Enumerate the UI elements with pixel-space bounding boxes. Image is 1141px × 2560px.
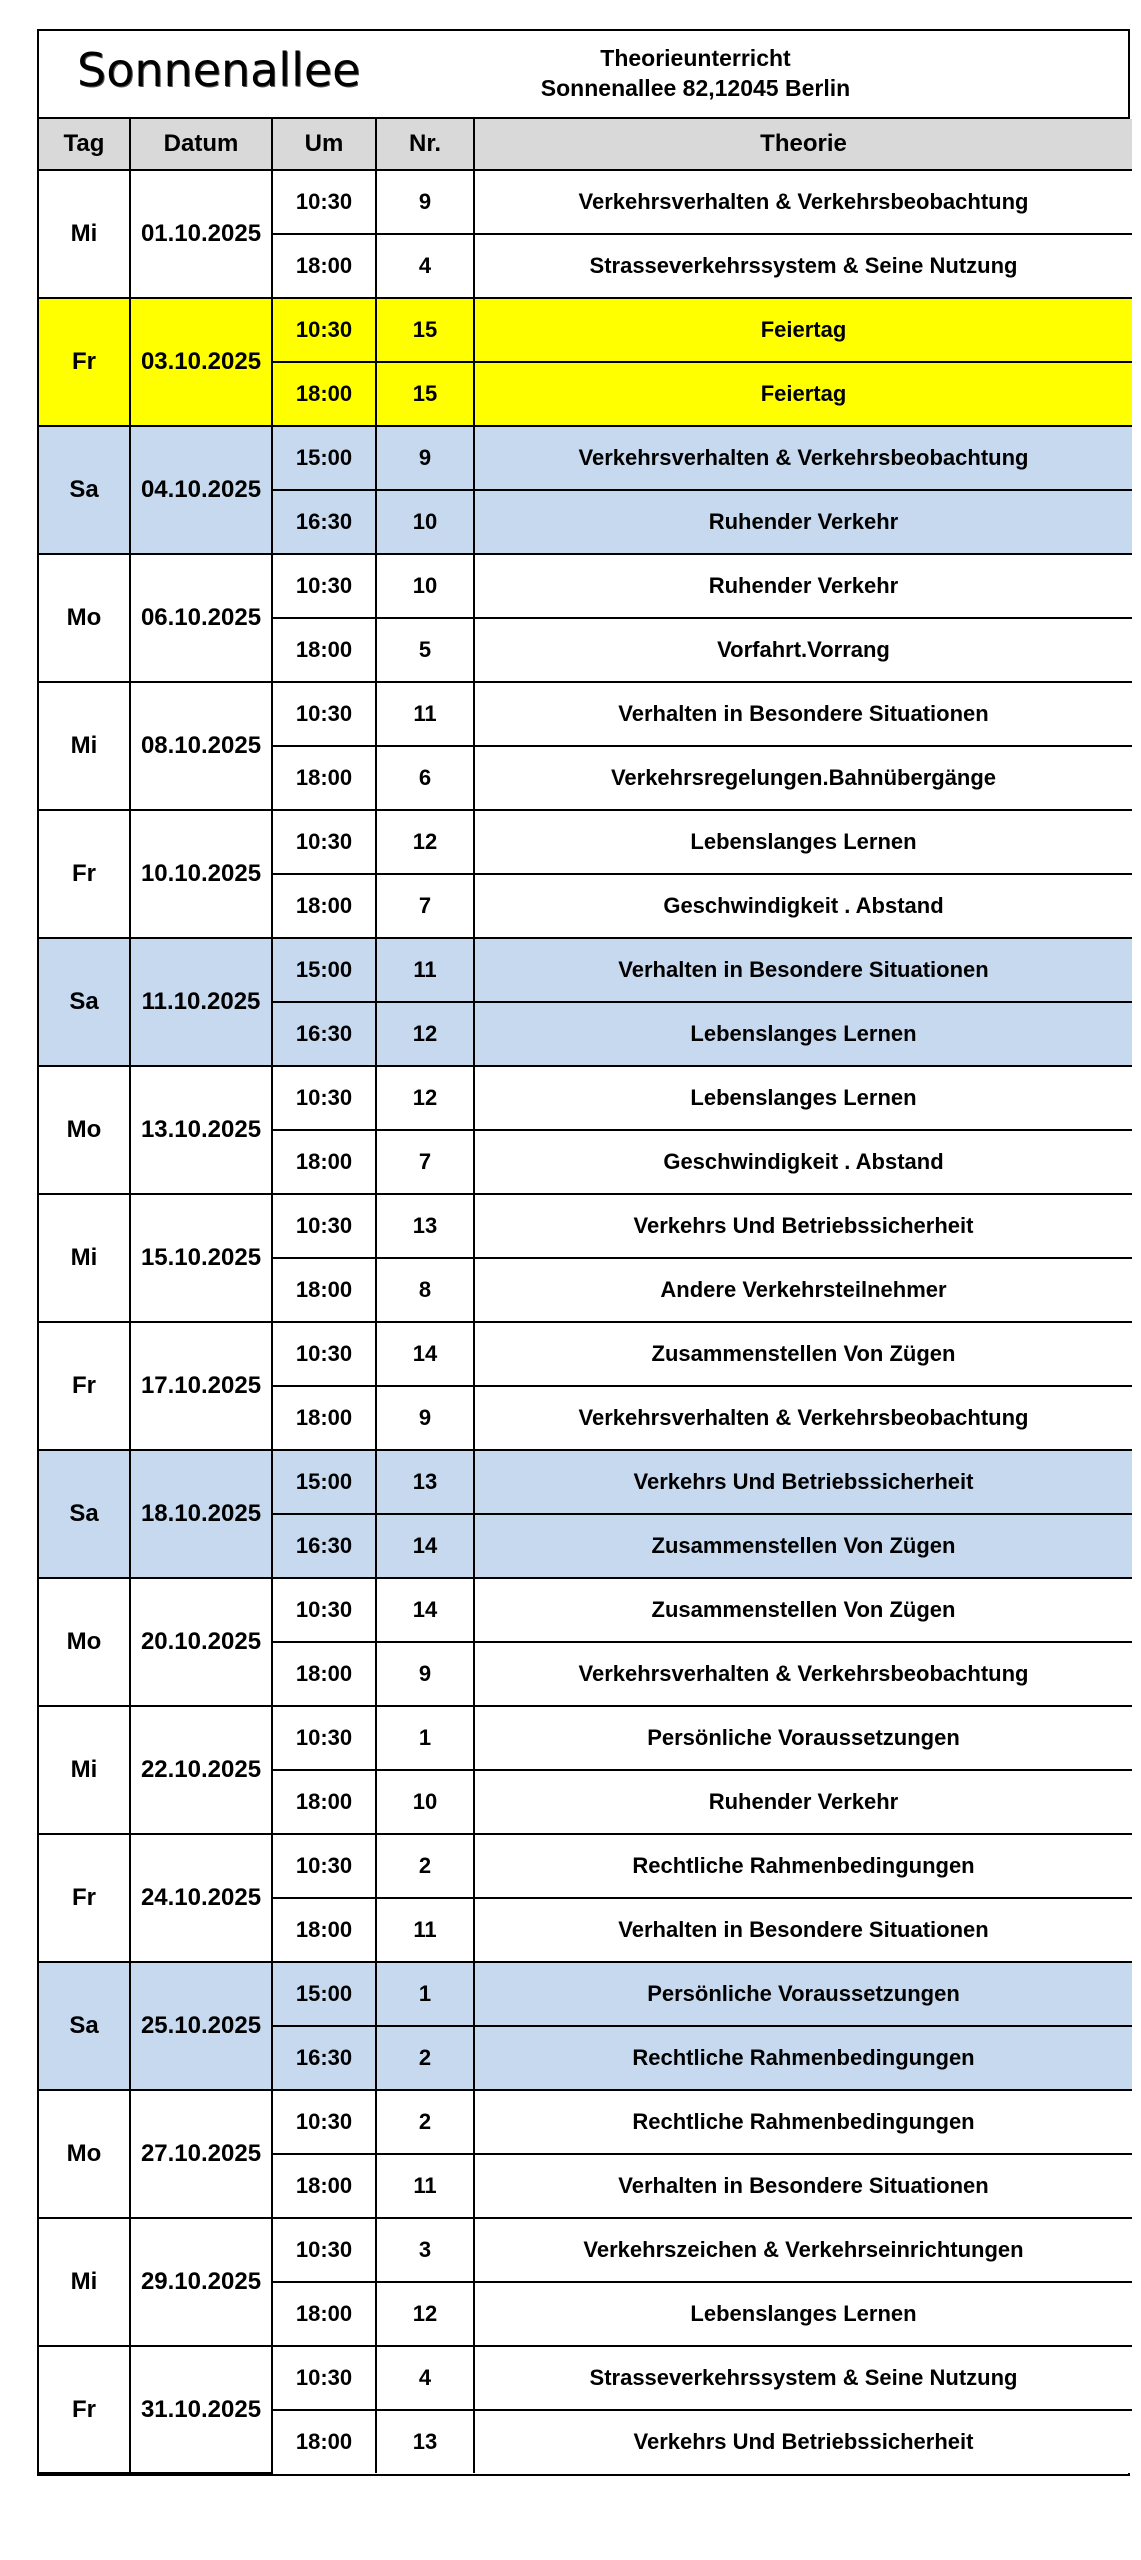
lesson-number-cell: 2 (376, 1834, 474, 1898)
topic-cell: Lebenslanges Lernen (474, 810, 1132, 874)
table-row (39, 938, 1132, 1002)
lesson-number-cell: 9 (376, 1386, 474, 1450)
day-cell: Sa (39, 1450, 130, 1578)
date-cell: 22.10.2025 (130, 1706, 272, 1834)
page-title: Theorieunterricht (600, 45, 791, 71)
lesson-number-cell: 13 (376, 1194, 474, 1258)
header-info (39, 43, 1132, 103)
day-cell: Mo (39, 554, 130, 682)
day-cell: Mi (39, 1706, 130, 1834)
topic-cell: Ruhender Verkehr (474, 554, 1132, 618)
table-row (39, 1962, 1132, 2026)
time-cell: 15:00 (272, 938, 376, 1002)
time-cell: 10:30 (272, 1834, 376, 1898)
day-cell: Mo (39, 1066, 130, 1194)
time-cell: 10:30 (272, 554, 376, 618)
day-cell: Sa (39, 1962, 130, 2090)
time-cell: 18:00 (272, 1770, 376, 1834)
time-cell: 10:30 (272, 170, 376, 234)
lesson-number-cell: 6 (376, 746, 474, 810)
lesson-number-cell: 9 (376, 170, 474, 234)
topic-cell: Verhalten in Besondere Situationen (474, 938, 1132, 1002)
topic-cell: Ruhender Verkehr (474, 490, 1132, 554)
table-row (39, 2346, 1132, 2410)
topic-cell: Verkehrsverhalten & Verkehrsbeobachtung (474, 1642, 1132, 1706)
time-cell: 10:30 (272, 1194, 376, 1258)
time-cell: 18:00 (272, 1386, 376, 1450)
topic-cell: Lebenslanges Lernen (474, 2282, 1132, 2346)
lesson-number-cell: 13 (376, 2410, 474, 2473)
lesson-number-cell: 12 (376, 2282, 474, 2346)
table-row (39, 1834, 1132, 1898)
schedule-sheet (37, 29, 1130, 2476)
topic-cell: Verkehrs Und Betriebssicherheit (474, 1194, 1132, 1258)
time-cell: 10:30 (272, 2346, 376, 2410)
lesson-number-cell: 1 (376, 1962, 474, 2026)
time-cell: 18:00 (272, 874, 376, 938)
date-cell: 17.10.2025 (130, 1322, 272, 1450)
time-cell: 18:00 (272, 1130, 376, 1194)
lesson-number-cell: 12 (376, 1066, 474, 1130)
time-cell: 16:30 (272, 1002, 376, 1066)
day-cell: Fr (39, 298, 130, 426)
topic-cell: Verkehrs Und Betriebssicherheit (474, 1450, 1132, 1514)
topic-cell: Verkehrs Und Betriebssicherheit (474, 2410, 1132, 2473)
date-cell: 10.10.2025 (130, 810, 272, 938)
lesson-number-cell: 11 (376, 682, 474, 746)
day-cell: Mi (39, 1194, 130, 1322)
lesson-number-cell: 8 (376, 1258, 474, 1322)
lesson-number-cell: 7 (376, 874, 474, 938)
topic-cell: Vorfahrt.Vorrang (474, 618, 1132, 682)
lesson-number-cell: 14 (376, 1514, 474, 1578)
time-cell: 16:30 (272, 2026, 376, 2090)
topic-cell: Strasseverkehrssystem & Seine Nutzung (474, 234, 1132, 298)
schedule-header (39, 31, 1128, 119)
lesson-number-cell: 2 (376, 2026, 474, 2090)
topic-cell: Verkehrsverhalten & Verkehrsbeobachtung (474, 170, 1132, 234)
date-cell: 24.10.2025 (130, 1834, 272, 1962)
day-cell: Mi (39, 2218, 130, 2346)
lesson-number-cell: 11 (376, 1898, 474, 1962)
topic-cell: Feiertag (474, 362, 1132, 426)
time-cell: 18:00 (272, 1258, 376, 1322)
table-row (39, 1706, 1132, 1770)
address-line: Sonnenallee 82,12045 Berlin (540, 75, 851, 101)
time-cell: 16:30 (272, 490, 376, 554)
table-row (39, 1322, 1132, 1386)
topic-cell: Rechtliche Rahmenbedingungen (474, 2090, 1132, 2154)
topic-cell: Feiertag (474, 298, 1132, 362)
table-row (39, 170, 1132, 234)
time-cell: 18:00 (272, 2154, 376, 2218)
date-cell: 04.10.2025 (130, 426, 272, 554)
topic-cell: Verhalten in Besondere Situationen (474, 682, 1132, 746)
topic-cell: Strasseverkehrssystem & Seine Nutzung (474, 2346, 1132, 2410)
topic-cell: Rechtliche Rahmenbedingungen (474, 1834, 1132, 1898)
topic-cell: Rechtliche Rahmenbedingungen (474, 2026, 1132, 2090)
topic-cell: Verkehrsverhalten & Verkehrsbeobachtung (474, 426, 1132, 490)
day-cell: Fr (39, 1322, 130, 1450)
column-header-um: Um (272, 119, 376, 170)
lesson-number-cell: 5 (376, 618, 474, 682)
topic-cell: Verkehrsregelungen.Bahnübergänge (474, 746, 1132, 810)
day-cell: Fr (39, 1834, 130, 1962)
time-cell: 18:00 (272, 362, 376, 426)
day-cell: Mi (39, 682, 130, 810)
time-cell: 15:00 (272, 1450, 376, 1514)
table-row (39, 2218, 1132, 2282)
topic-cell: Persönliche Voraussetzungen (474, 1962, 1132, 2026)
table-row (39, 1578, 1132, 1642)
lesson-number-cell: 14 (376, 1322, 474, 1386)
time-cell: 10:30 (272, 810, 376, 874)
lesson-number-cell: 12 (376, 810, 474, 874)
column-header-datum: Datum (130, 119, 272, 170)
day-cell: Mo (39, 2090, 130, 2218)
day-cell: Mi (39, 170, 130, 298)
date-cell: 25.10.2025 (130, 1962, 272, 2090)
topic-cell: Zusammenstellen Von Zügen (474, 1578, 1132, 1642)
day-cell: Fr (39, 2346, 130, 2473)
time-cell: 10:30 (272, 2218, 376, 2282)
time-cell: 16:30 (272, 1514, 376, 1578)
table-row (39, 1066, 1132, 1130)
time-cell: 18:00 (272, 1642, 376, 1706)
lesson-number-cell: 2 (376, 2090, 474, 2154)
lesson-number-cell: 4 (376, 234, 474, 298)
table-row (39, 426, 1132, 490)
date-cell: 18.10.2025 (130, 1450, 272, 1578)
date-cell: 06.10.2025 (130, 554, 272, 682)
lesson-number-cell: 9 (376, 426, 474, 490)
table-row (39, 682, 1132, 746)
table-row (39, 298, 1132, 362)
topic-cell: Geschwindigkeit . Abstand (474, 874, 1132, 938)
brand-logo-text: Sonnenallee (77, 43, 361, 97)
lesson-number-cell: 15 (376, 362, 474, 426)
day-cell: Mo (39, 1578, 130, 1706)
table-row (39, 1450, 1132, 1514)
table-row (39, 1194, 1132, 1258)
lesson-number-cell: 11 (376, 938, 474, 1002)
time-cell: 10:30 (272, 2090, 376, 2154)
time-cell: 18:00 (272, 2282, 376, 2346)
date-cell: 31.10.2025 (130, 2346, 272, 2473)
column-header-theorie: Theorie (474, 119, 1132, 170)
lesson-number-cell: 9 (376, 1642, 474, 1706)
schedule-body (39, 170, 1132, 2473)
date-cell: 20.10.2025 (130, 1578, 272, 1706)
table-header-row (39, 119, 1132, 170)
lesson-number-cell: 11 (376, 2154, 474, 2218)
time-cell: 10:30 (272, 1578, 376, 1642)
lesson-number-cell: 10 (376, 554, 474, 618)
column-header-nr: Nr. (376, 119, 474, 170)
lesson-number-cell: 10 (376, 1770, 474, 1834)
time-cell: 15:00 (272, 1962, 376, 2026)
topic-cell: Lebenslanges Lernen (474, 1002, 1132, 1066)
day-cell: Sa (39, 426, 130, 554)
lesson-number-cell: 15 (376, 298, 474, 362)
date-cell: 08.10.2025 (130, 682, 272, 810)
day-cell: Fr (39, 810, 130, 938)
lesson-number-cell: 10 (376, 490, 474, 554)
date-cell: 11.10.2025 (130, 938, 272, 1066)
lesson-number-cell: 1 (376, 1706, 474, 1770)
topic-cell: Ruhender Verkehr (474, 1770, 1132, 1834)
column-header-tag: Tag (39, 119, 130, 170)
lesson-number-cell: 7 (376, 1130, 474, 1194)
date-cell: 13.10.2025 (130, 1066, 272, 1194)
table-row (39, 554, 1132, 618)
time-cell: 10:30 (272, 1322, 376, 1386)
topic-cell: Verhalten in Besondere Situationen (474, 2154, 1132, 2218)
topic-cell: Lebenslanges Lernen (474, 1066, 1132, 1130)
topic-cell: Geschwindigkeit . Abstand (474, 1130, 1132, 1194)
topic-cell: Verkehrszeichen & Verkehrseinrichtungen (474, 2218, 1132, 2282)
date-cell: 29.10.2025 (130, 2218, 272, 2346)
time-cell: 18:00 (272, 1898, 376, 1962)
time-cell: 18:00 (272, 618, 376, 682)
time-cell: 10:30 (272, 1066, 376, 1130)
date-cell: 03.10.2025 (130, 298, 272, 426)
time-cell: 10:30 (272, 1706, 376, 1770)
date-cell: 27.10.2025 (130, 2090, 272, 2218)
lesson-number-cell: 14 (376, 1578, 474, 1642)
lesson-number-cell: 3 (376, 2218, 474, 2282)
topic-cell: Verkehrsverhalten & Verkehrsbeobachtung (474, 1386, 1132, 1450)
day-cell: Sa (39, 938, 130, 1066)
lesson-number-cell: 12 (376, 1002, 474, 1066)
time-cell: 15:00 (272, 426, 376, 490)
time-cell: 10:30 (272, 298, 376, 362)
table-row (39, 2090, 1132, 2154)
topic-cell: Persönliche Voraussetzungen (474, 1706, 1132, 1770)
time-cell: 18:00 (272, 2410, 376, 2473)
time-cell: 18:00 (272, 234, 376, 298)
lesson-number-cell: 4 (376, 2346, 474, 2410)
date-cell: 01.10.2025 (130, 170, 272, 298)
topic-cell: Zusammenstellen Von Zügen (474, 1322, 1132, 1386)
topic-cell: Verhalten in Besondere Situationen (474, 1898, 1132, 1962)
schedule-table (39, 119, 1132, 2474)
time-cell: 18:00 (272, 746, 376, 810)
date-cell: 15.10.2025 (130, 1194, 272, 1322)
topic-cell: Zusammenstellen Von Zügen (474, 1514, 1132, 1578)
time-cell: 10:30 (272, 682, 376, 746)
topic-cell: Andere Verkehrsteilnehmer (474, 1258, 1132, 1322)
table-row (39, 810, 1132, 874)
lesson-number-cell: 13 (376, 1450, 474, 1514)
